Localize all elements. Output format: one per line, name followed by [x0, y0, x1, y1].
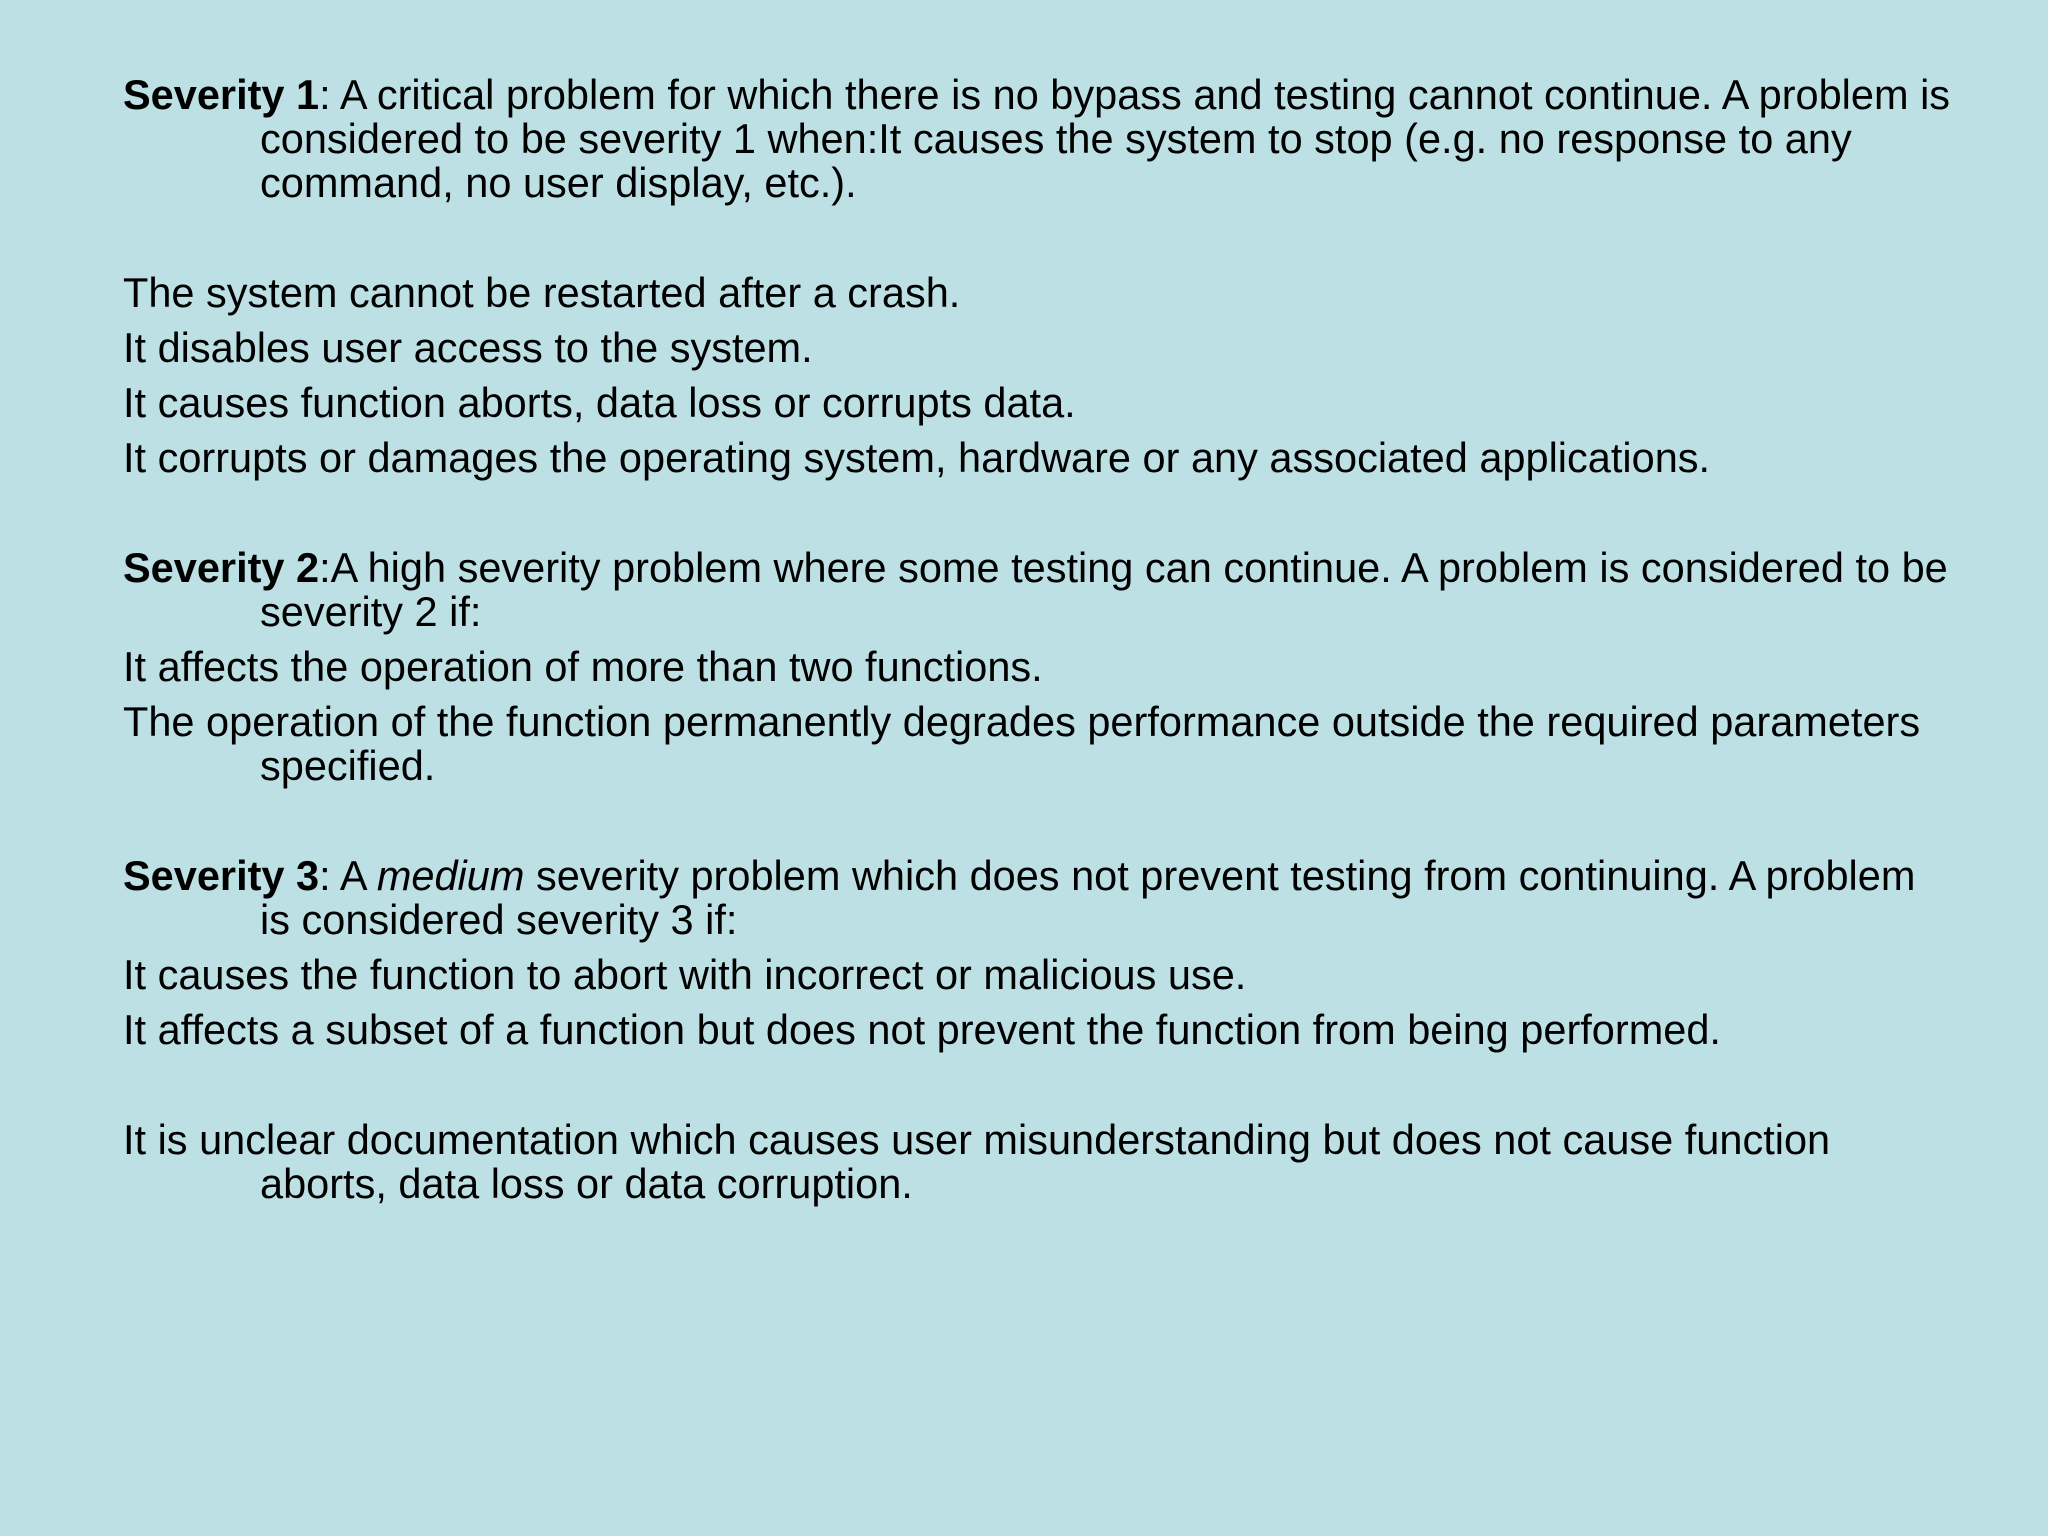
severity-1-definition: [123, 73, 1953, 205]
severity-3-text-after: severity problem which does not prevent testing from continuing. A problem is considered severity 3 if:: [260, 852, 1916, 943]
severity-1-item: The system cannot be restarted after a crash.: [123, 269, 961, 316]
severity-3-item: It affects a subset of a function but does not prevent the function from being performed.: [123, 1006, 1721, 1053]
severity-1-item: It causes function aborts, data loss or corrupts data.: [123, 379, 1076, 426]
slide-body: [123, 73, 1953, 1206]
severity-1-item: It disables user access to the system.: [123, 324, 813, 371]
severity-1-item: It corrupts or damages the operating system, hardware or any associated applications.: [123, 434, 1711, 481]
severity-2-definition: [123, 546, 1953, 634]
severity-3-definition: [123, 854, 1953, 942]
severity-3-label: Severity 3: [123, 852, 320, 899]
severity-3-emphasis: medium: [376, 852, 525, 899]
severity-2-item: It affects the operation of more than two functions.: [123, 643, 1043, 690]
severity-2-label: Severity 2: [123, 544, 320, 591]
severity-2-item: The operation of the function permanently degrades performance outside the required parameters specified.: [123, 698, 1921, 789]
severity-3-item: It causes the function to abort with incorrect or malicious use.: [123, 951, 1247, 998]
severity-3-text-before: : A: [319, 852, 377, 899]
severity-3-item: It is unclear documentation which causes user misunderstanding but does not cause function aborts, data loss or data corruption.: [123, 1116, 1831, 1207]
severity-2-text: :A high severity problem where some testing can continue. A problem is considered to be severity 2 if:: [260, 544, 1948, 635]
severity-1-label: Severity 1: [123, 71, 320, 118]
severity-1-text: : A critical problem for which there is no bypass and testing cannot continue. A problem is considered to be severity 1 when:It causes the system to stop (e.g. no response to any command, no user display, etc.).: [260, 71, 1951, 206]
